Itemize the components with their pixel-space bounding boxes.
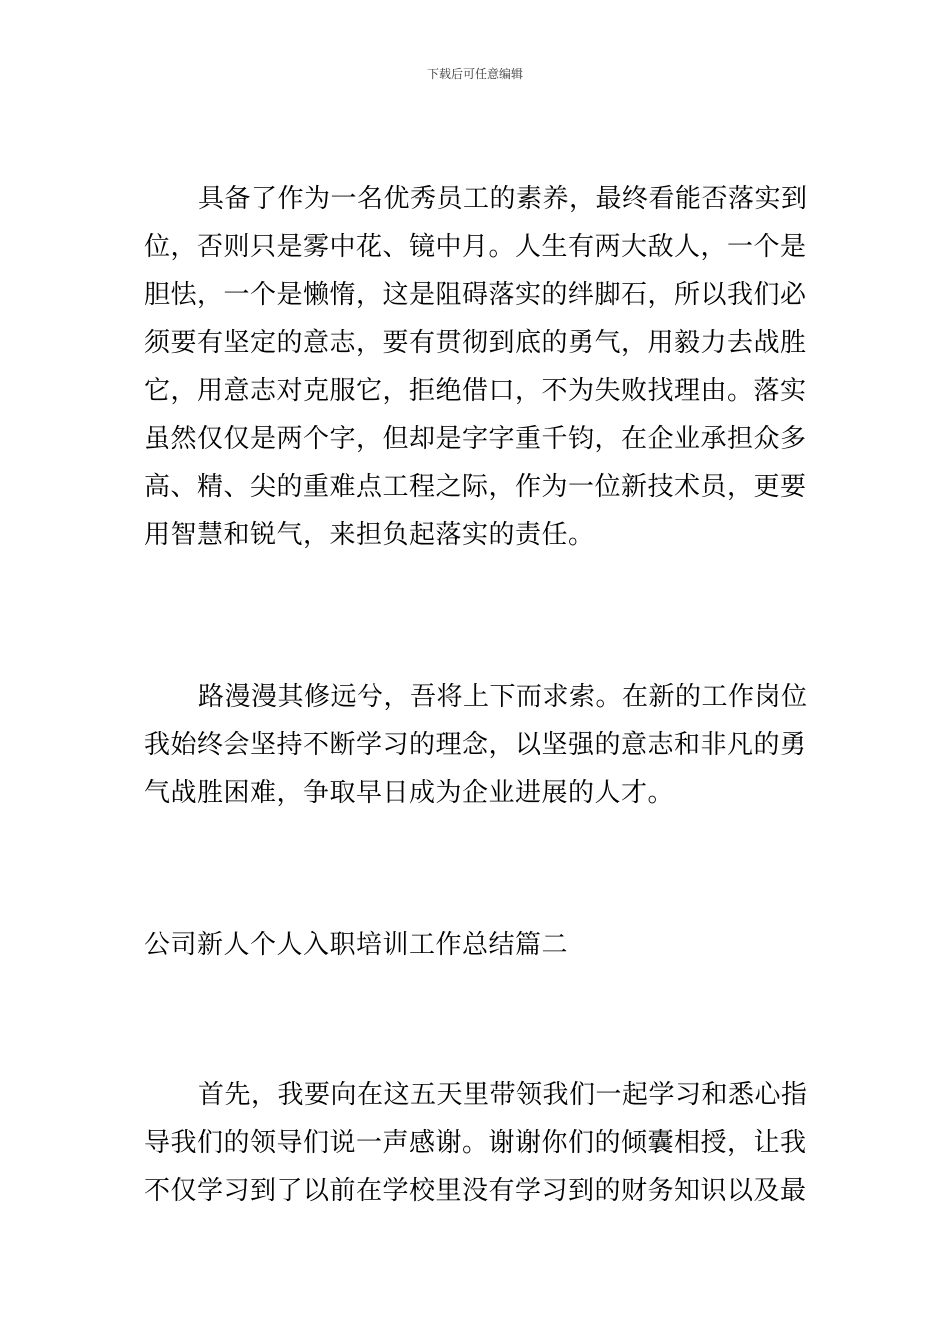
paragraph-line: 我始终会坚持不断学习的理念，以坚强的意志和非凡的勇 bbox=[144, 730, 807, 760]
paragraph-line: 用智慧和锐气，来担负起落实的责任。 bbox=[144, 520, 595, 550]
page-header-note: 下载后可任意编辑 bbox=[426, 67, 523, 81]
paragraph-3 bbox=[144, 1071, 810, 1215]
paragraph-line: 它，用意志对克服它，拒绝借口，不为失败找理由。落实 bbox=[144, 376, 807, 406]
paragraph-2 bbox=[144, 673, 810, 817]
paragraph-line: 导我们的领导们说一声感谢。谢谢你们的倾囊相授，让我 bbox=[144, 1128, 807, 1158]
paragraph-line: 胆怯，一个是懒惰，这是阻碍落实的绊脚石，所以我们必 bbox=[144, 280, 807, 310]
paragraph-line: 虽然仅仅是两个字，但却是字字重千钧，在企业承担众多 bbox=[144, 424, 807, 454]
paragraph-line: 路漫漫其修远兮，吾将上下而求索。在新的工作岗位 bbox=[198, 682, 808, 712]
section-heading: 公司新人个人入职培训工作总结篇二 bbox=[144, 930, 569, 960]
paragraph-line: 不仅学习到了以前在学校里没有学习到的财务知识以及最 bbox=[144, 1176, 807, 1206]
paragraph-1 bbox=[144, 175, 810, 559]
paragraph-line: 须要有坚定的意志，要有贯彻到底的勇气，用毅力去战胜 bbox=[144, 328, 807, 358]
paragraph-line: 首先，我要向在这五天里带领我们一起学习和悉心指 bbox=[198, 1080, 808, 1110]
paragraph-line: 位，否则只是雾中花、镜中月。人生有两大敌人，一个是 bbox=[144, 232, 807, 262]
paragraph-line: 具备了作为一名优秀员工的素养，最终看能否落实到 bbox=[198, 184, 808, 214]
paragraph-line: 高、精、尖的重难点工程之际，作为一位新技术员，更要 bbox=[144, 472, 807, 502]
paragraph-line: 气战胜困难，争取早日成为企业进展的人才。 bbox=[144, 778, 675, 808]
